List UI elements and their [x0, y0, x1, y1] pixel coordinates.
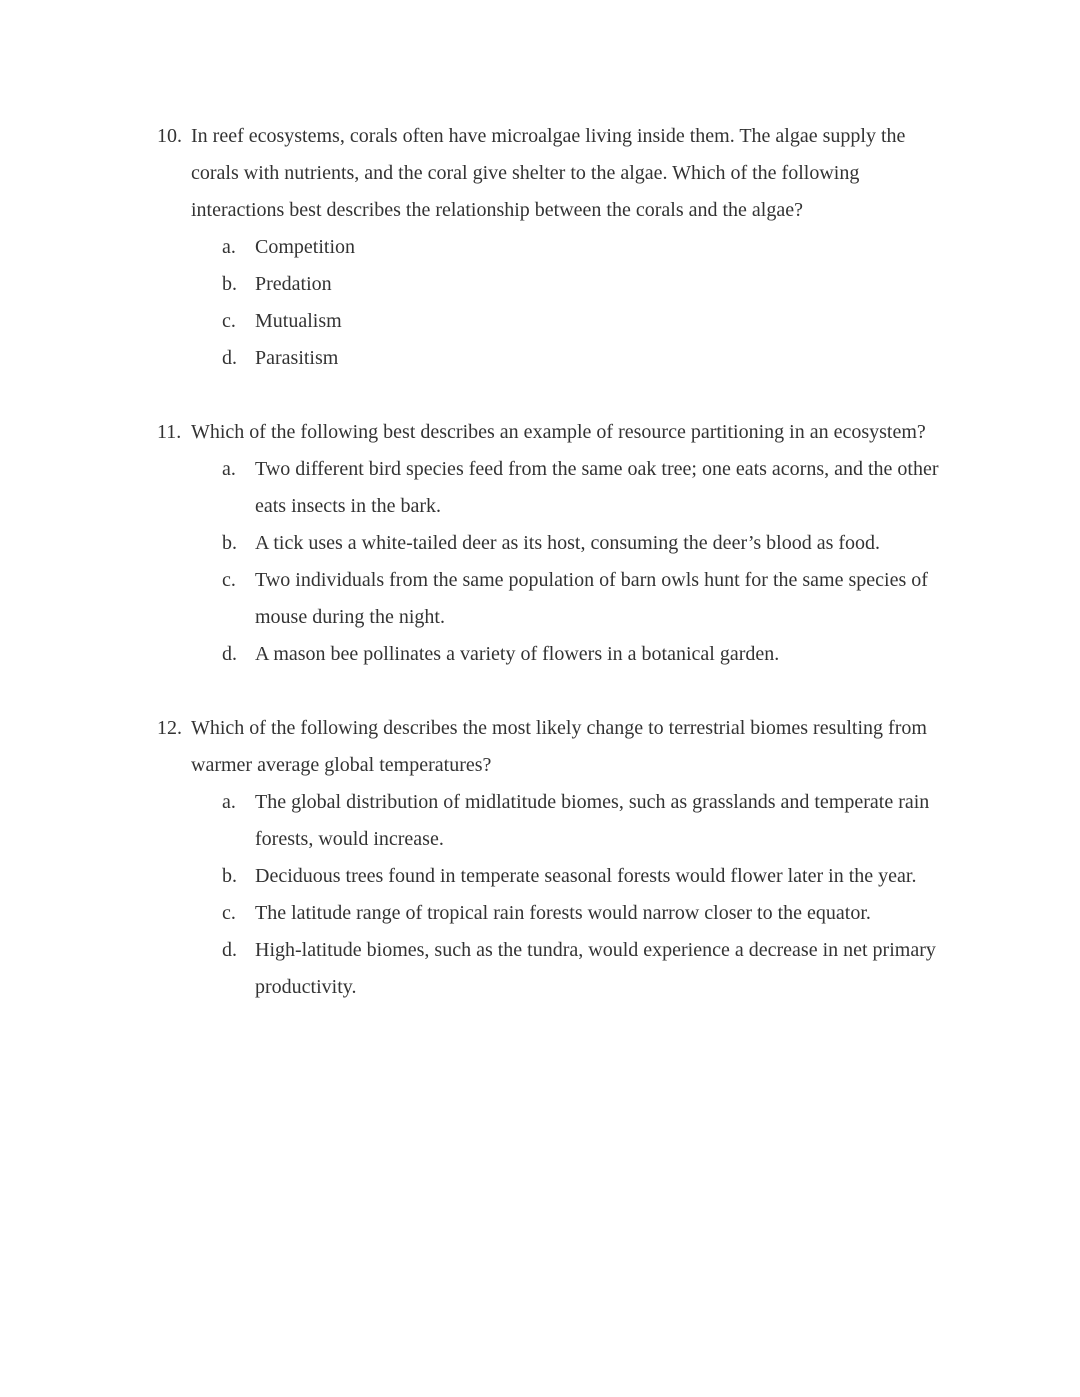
question-text: Which of the following describes the most likely change to terrestrial biomes resulting from warmer average global temperatures?: [191, 717, 927, 776]
question-row: [157, 414, 948, 451]
option-text: Deciduous trees found in temperate seasonal forests would flower later in the year.: [255, 865, 917, 887]
options-list: [222, 451, 948, 673]
options-list: [222, 784, 948, 1006]
questions-list: [157, 118, 948, 1006]
option-letter: b.: [222, 273, 237, 295]
question-number: 12.: [157, 717, 182, 739]
option-letter: d.: [222, 643, 237, 665]
option-letter: c.: [222, 902, 236, 924]
question-row: [157, 710, 948, 784]
option-text: A tick uses a white-tailed deer as its host, consuming the deer’s blood as food.: [255, 532, 881, 554]
option-item: [222, 895, 948, 932]
option-letter: a.: [222, 791, 236, 813]
option-text: A mason bee pollinates a variety of flowers in a botanical garden.: [255, 643, 780, 665]
option-text: The global distribution of midlatitude biomes, such as grasslands and temperate rain forests, would increase.: [255, 791, 930, 850]
question-item: [157, 710, 948, 1006]
option-text: Competition: [255, 236, 355, 258]
option-item: [222, 340, 948, 377]
question-text: Which of the following best describes an example of resource partitioning in an ecosystem?: [191, 421, 926, 443]
option-item: [222, 636, 948, 673]
option-letter: a.: [222, 236, 236, 258]
option-text: Mutualism: [255, 310, 342, 332]
question-row: [157, 118, 948, 229]
option-item: [222, 229, 948, 266]
option-text: High-latitude biomes, such as the tundra, would experience a decrease in net primary productivity.: [255, 939, 936, 998]
option-letter: a.: [222, 458, 236, 480]
option-item: [222, 525, 948, 562]
option-text: Two individuals from the same population of barn owls hunt for the same species of mouse during the night.: [255, 569, 928, 628]
option-letter: c.: [222, 310, 236, 332]
options-list: [222, 229, 948, 377]
option-item: [222, 858, 948, 895]
option-letter: c.: [222, 569, 236, 591]
option-item: [222, 451, 948, 525]
option-letter: d.: [222, 347, 237, 369]
question-number: 10.: [157, 125, 182, 147]
option-letter: b.: [222, 865, 237, 887]
question-item: [157, 414, 948, 673]
option-text: Parasitism: [255, 347, 339, 369]
option-text: Two different bird species feed from the same oak tree; one eats acorns, and the other eats insects in the bark.: [255, 458, 939, 517]
option-item: [222, 266, 948, 303]
option-item: [222, 303, 948, 340]
option-letter: d.: [222, 939, 237, 961]
option-item: [222, 932, 948, 1006]
question-item: [157, 118, 948, 377]
option-text: Predation: [255, 273, 332, 295]
option-item: [222, 784, 948, 858]
question-text: In reef ecosystems, corals often have microalgae living inside them. The algae supply the corals with nutrients, and the coral give shelter to the algae. Which of the following interactions best describes the relationship between the corals and the algae?: [191, 125, 906, 221]
question-number: 11.: [157, 421, 182, 443]
option-text: The latitude range of tropical rain forests would narrow closer to the equator.: [255, 902, 871, 924]
option-letter: b.: [222, 532, 237, 554]
option-item: [222, 562, 948, 636]
